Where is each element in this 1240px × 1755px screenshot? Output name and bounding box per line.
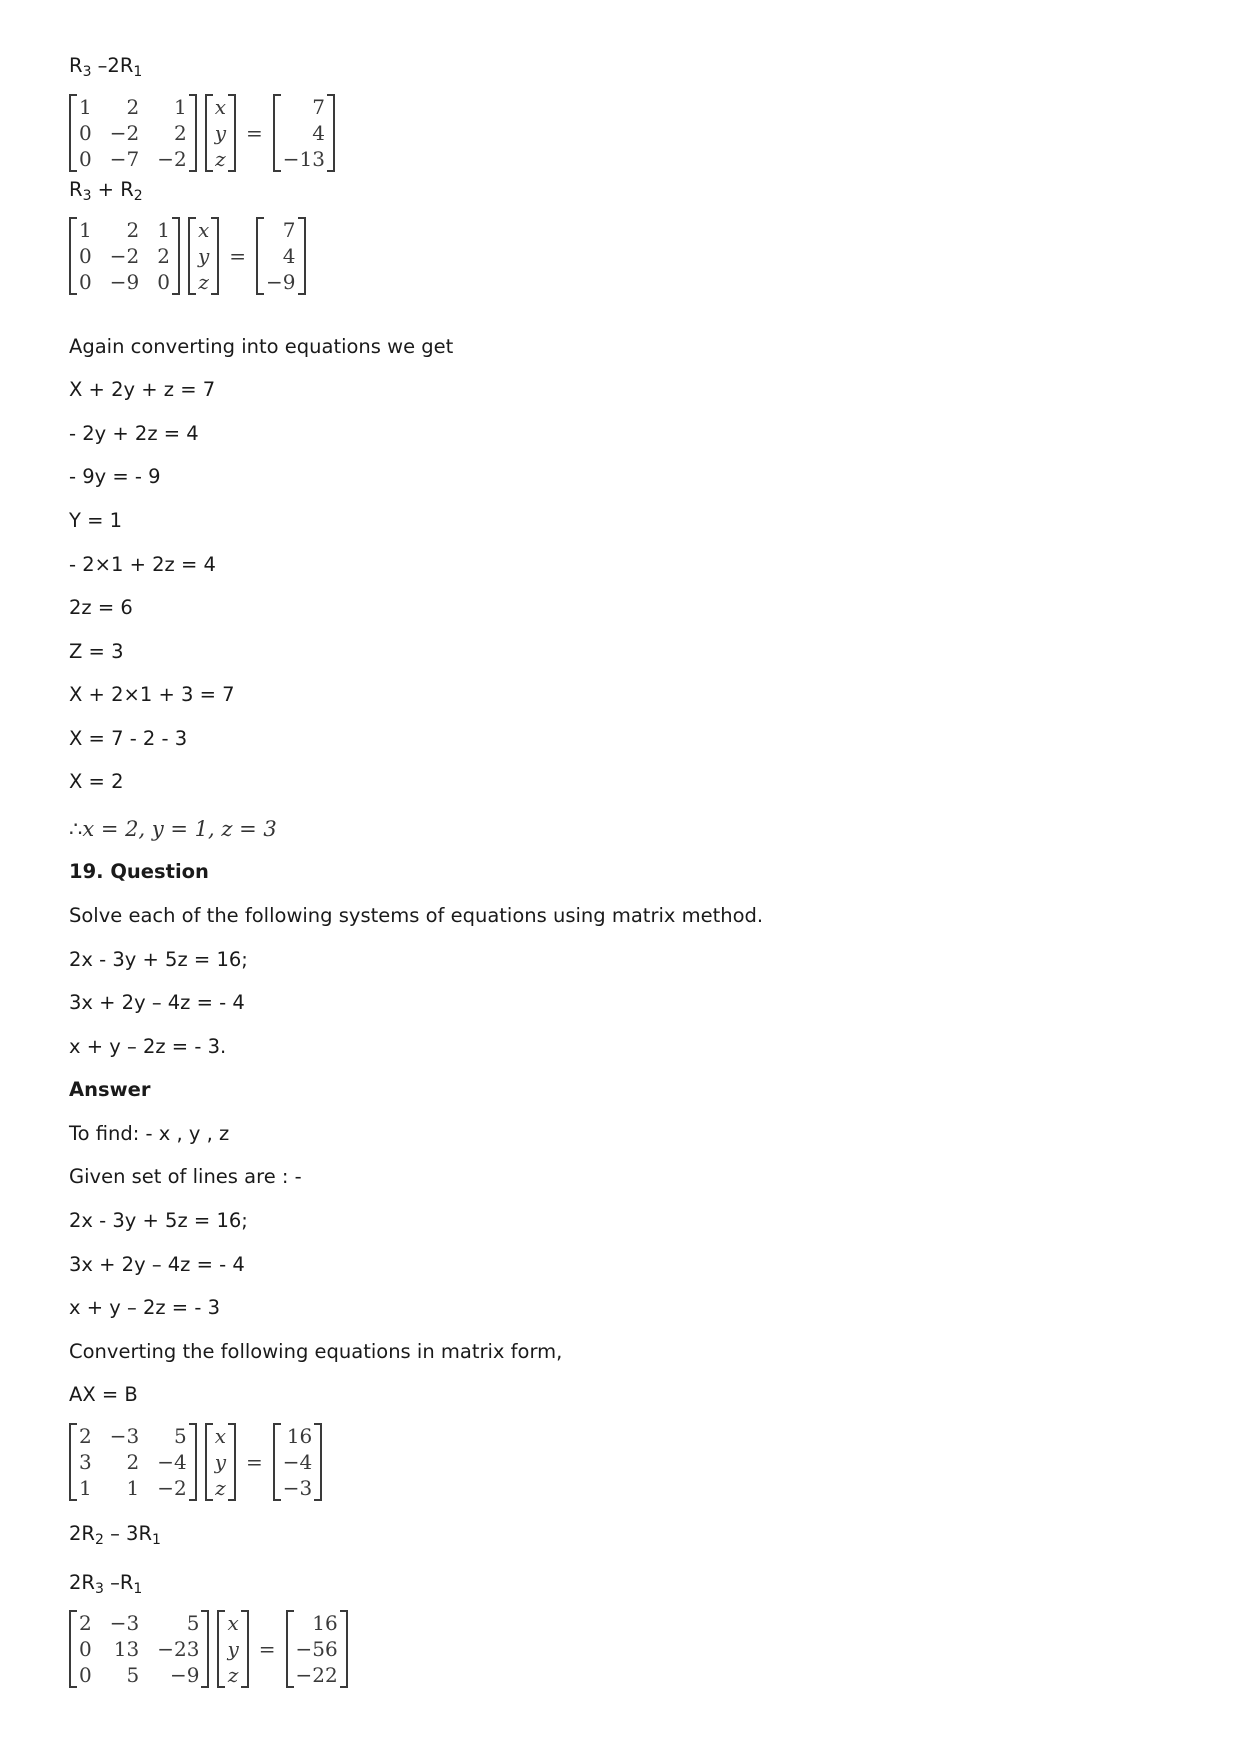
variable-vector	[205, 1423, 236, 1501]
matrix-cell: x	[214, 95, 226, 119]
matrix-cell: −4	[157, 1450, 187, 1474]
matrix-cell: −2	[109, 121, 140, 145]
op-term: 2R	[69, 1522, 95, 1545]
op-term: –R	[103, 1571, 134, 1594]
constant-vector	[273, 94, 335, 172]
coefficient-matrix	[69, 94, 197, 172]
equation-line: X = 7 - 2 - 3	[69, 727, 188, 750]
coefficient-matrix	[69, 1423, 197, 1501]
variable-vector	[217, 1610, 248, 1688]
matrix-cell: −2	[157, 147, 187, 171]
matrix-cell: 0	[157, 270, 170, 294]
coefficient-matrix	[69, 1610, 209, 1688]
matrix-cell: 0	[79, 147, 92, 171]
matrix-cell: x	[197, 218, 210, 242]
matrix-cell: 7	[282, 218, 296, 242]
question-heading: 19. Question	[69, 860, 209, 883]
matrix-cell: 2	[79, 1611, 92, 1635]
row-operation	[69, 1571, 142, 1595]
op-subscript: 2	[94, 1532, 104, 1548]
matrix-equation	[69, 1610, 348, 1688]
equation-line: - 2×1 + 2z = 4	[69, 553, 216, 576]
matrix-cell: y	[214, 121, 227, 145]
matrix-cell: 4	[312, 121, 325, 145]
matrix-cell: −2	[109, 244, 140, 268]
equation-line: Y = 1	[69, 509, 123, 532]
equation-line: - 9y = - 9	[69, 465, 161, 488]
coefficient-matrix	[69, 217, 180, 295]
op-term: –2R	[91, 54, 134, 77]
row-operation	[69, 1522, 161, 1546]
answer-heading: Answer	[69, 1078, 151, 1101]
matrix-cell: z	[198, 270, 209, 294]
op-term: R	[69, 54, 83, 77]
paragraph: Given set of lines are : -	[69, 1165, 302, 1188]
paragraph: Again converting into equations we get	[69, 335, 454, 358]
equation-line: 3x + 2y – 4z = - 4	[69, 991, 245, 1014]
matrix-cell: 1	[157, 218, 170, 242]
equation-line: 3x + 2y – 4z = - 4	[69, 1253, 245, 1276]
matrix-cell: −3	[109, 1611, 140, 1635]
matrix-cell: z	[215, 147, 226, 171]
result-line	[69, 817, 277, 841]
equation-line: 2x - 3y + 5z = 16;	[69, 1209, 248, 1232]
matrix-cell: 5	[186, 1611, 200, 1635]
equals-sign: =	[229, 244, 247, 268]
matrix-cell: −22	[295, 1663, 338, 1687]
row-operation	[69, 54, 142, 78]
matrix-cell: 16	[312, 1611, 338, 1635]
matrix-cell: 1	[126, 1476, 140, 1500]
matrix-equation	[69, 1423, 322, 1501]
op-subscript: 3	[82, 188, 92, 204]
therefore-symbol: ∴	[69, 817, 83, 841]
matrix-cell: 1	[79, 1476, 92, 1500]
matrix-cell: y	[214, 1450, 227, 1474]
equation-line: x + y – 2z = - 3	[69, 1296, 220, 1319]
matrix-cell: 0	[79, 270, 92, 294]
op-subscript: 2	[133, 188, 143, 204]
equals-sign: =	[258, 1637, 276, 1661]
paragraph: Converting the following equations in matrix form,	[69, 1340, 563, 1363]
matrix-cell: y	[227, 1637, 239, 1661]
matrix-cell: −9	[169, 1663, 200, 1687]
op-subscript: 3	[94, 1581, 104, 1597]
op-subscript: 3	[82, 64, 92, 80]
matrix-cell: −56	[295, 1637, 338, 1661]
op-subscript: 1	[133, 1581, 143, 1597]
op-subscript: 1	[133, 64, 143, 80]
equation-line: 2z = 6	[69, 596, 133, 619]
matrix-cell: 1	[79, 95, 92, 119]
equation-line: - 2y + 2z = 4	[69, 422, 199, 445]
question-text: Solve each of the following systems of equations using matrix method.	[69, 904, 764, 927]
matrix-cell: 2	[126, 218, 140, 242]
constant-vector	[273, 1423, 322, 1501]
matrix-cell: −9	[266, 270, 296, 294]
matrix-cell: z	[227, 1663, 239, 1687]
equation-line: Z = 3	[69, 640, 124, 663]
op-subscript: 1	[152, 1532, 161, 1548]
matrix-cell: 7	[312, 95, 325, 119]
matrix-cell: 16	[286, 1424, 313, 1448]
op-term: – 3R	[103, 1522, 152, 1545]
equation-line: 2x - 3y + 5z = 16;	[69, 948, 248, 971]
matrix-cell: −7	[109, 147, 140, 171]
matrix-cell: 0	[79, 1637, 92, 1661]
matrix-cell: 2	[126, 1450, 140, 1474]
matrix-cell: x	[227, 1611, 239, 1635]
matrix-cell: −13	[282, 147, 325, 171]
matrix-cell: 5	[126, 1663, 140, 1687]
row-operation	[69, 178, 143, 202]
equation-line: X + 2y + z = 7	[69, 378, 216, 401]
matrix-cell: −2	[157, 1476, 187, 1500]
variable-vector	[188, 217, 219, 295]
equation-line: X = 2	[69, 770, 124, 793]
paragraph: To find: - x , y , z	[69, 1122, 230, 1145]
equation-line: AX = B	[69, 1383, 138, 1406]
matrix-cell: −9	[109, 270, 140, 294]
matrix-cell: 1	[79, 218, 92, 242]
matrix-cell: −3	[109, 1424, 140, 1448]
matrix-equation	[69, 217, 306, 295]
matrix-cell: 1	[173, 95, 187, 119]
matrix-cell: z	[215, 1476, 226, 1500]
equals-sign: =	[246, 1450, 263, 1474]
matrix-cell: 2	[79, 1424, 92, 1448]
op-term: R	[69, 178, 83, 201]
matrix-cell: −3	[282, 1476, 313, 1500]
equals-sign: =	[246, 121, 263, 145]
matrix-cell: −4	[282, 1450, 313, 1474]
matrix-cell: 3	[79, 1450, 92, 1474]
matrix-cell: y	[197, 244, 210, 268]
matrix-cell: 0	[79, 1663, 92, 1687]
matrix-cell: 4	[282, 244, 296, 268]
equation-line: x + y – 2z = - 3.	[69, 1035, 227, 1058]
op-term: 2R	[69, 1571, 95, 1594]
constant-vector	[286, 1610, 348, 1688]
matrix-cell: 5	[173, 1424, 187, 1448]
matrix-cell: −23	[157, 1637, 200, 1661]
matrix-cell: 2	[126, 95, 140, 119]
constant-vector	[256, 217, 305, 295]
matrix-cell: 0	[79, 244, 92, 268]
matrix-cell: x	[214, 1424, 226, 1448]
matrix-cell: 2	[173, 121, 187, 145]
matrix-cell: 2	[157, 244, 170, 268]
matrix-cell: 0	[79, 121, 92, 145]
matrix-cell: 13	[113, 1637, 140, 1661]
op-term: + R	[91, 178, 134, 201]
matrix-equation	[69, 94, 335, 172]
variable-vector	[205, 94, 236, 172]
equation-line: X + 2×1 + 3 = 7	[69, 683, 235, 706]
result-values: x = 2, y = 1, z = 3	[82, 817, 277, 841]
